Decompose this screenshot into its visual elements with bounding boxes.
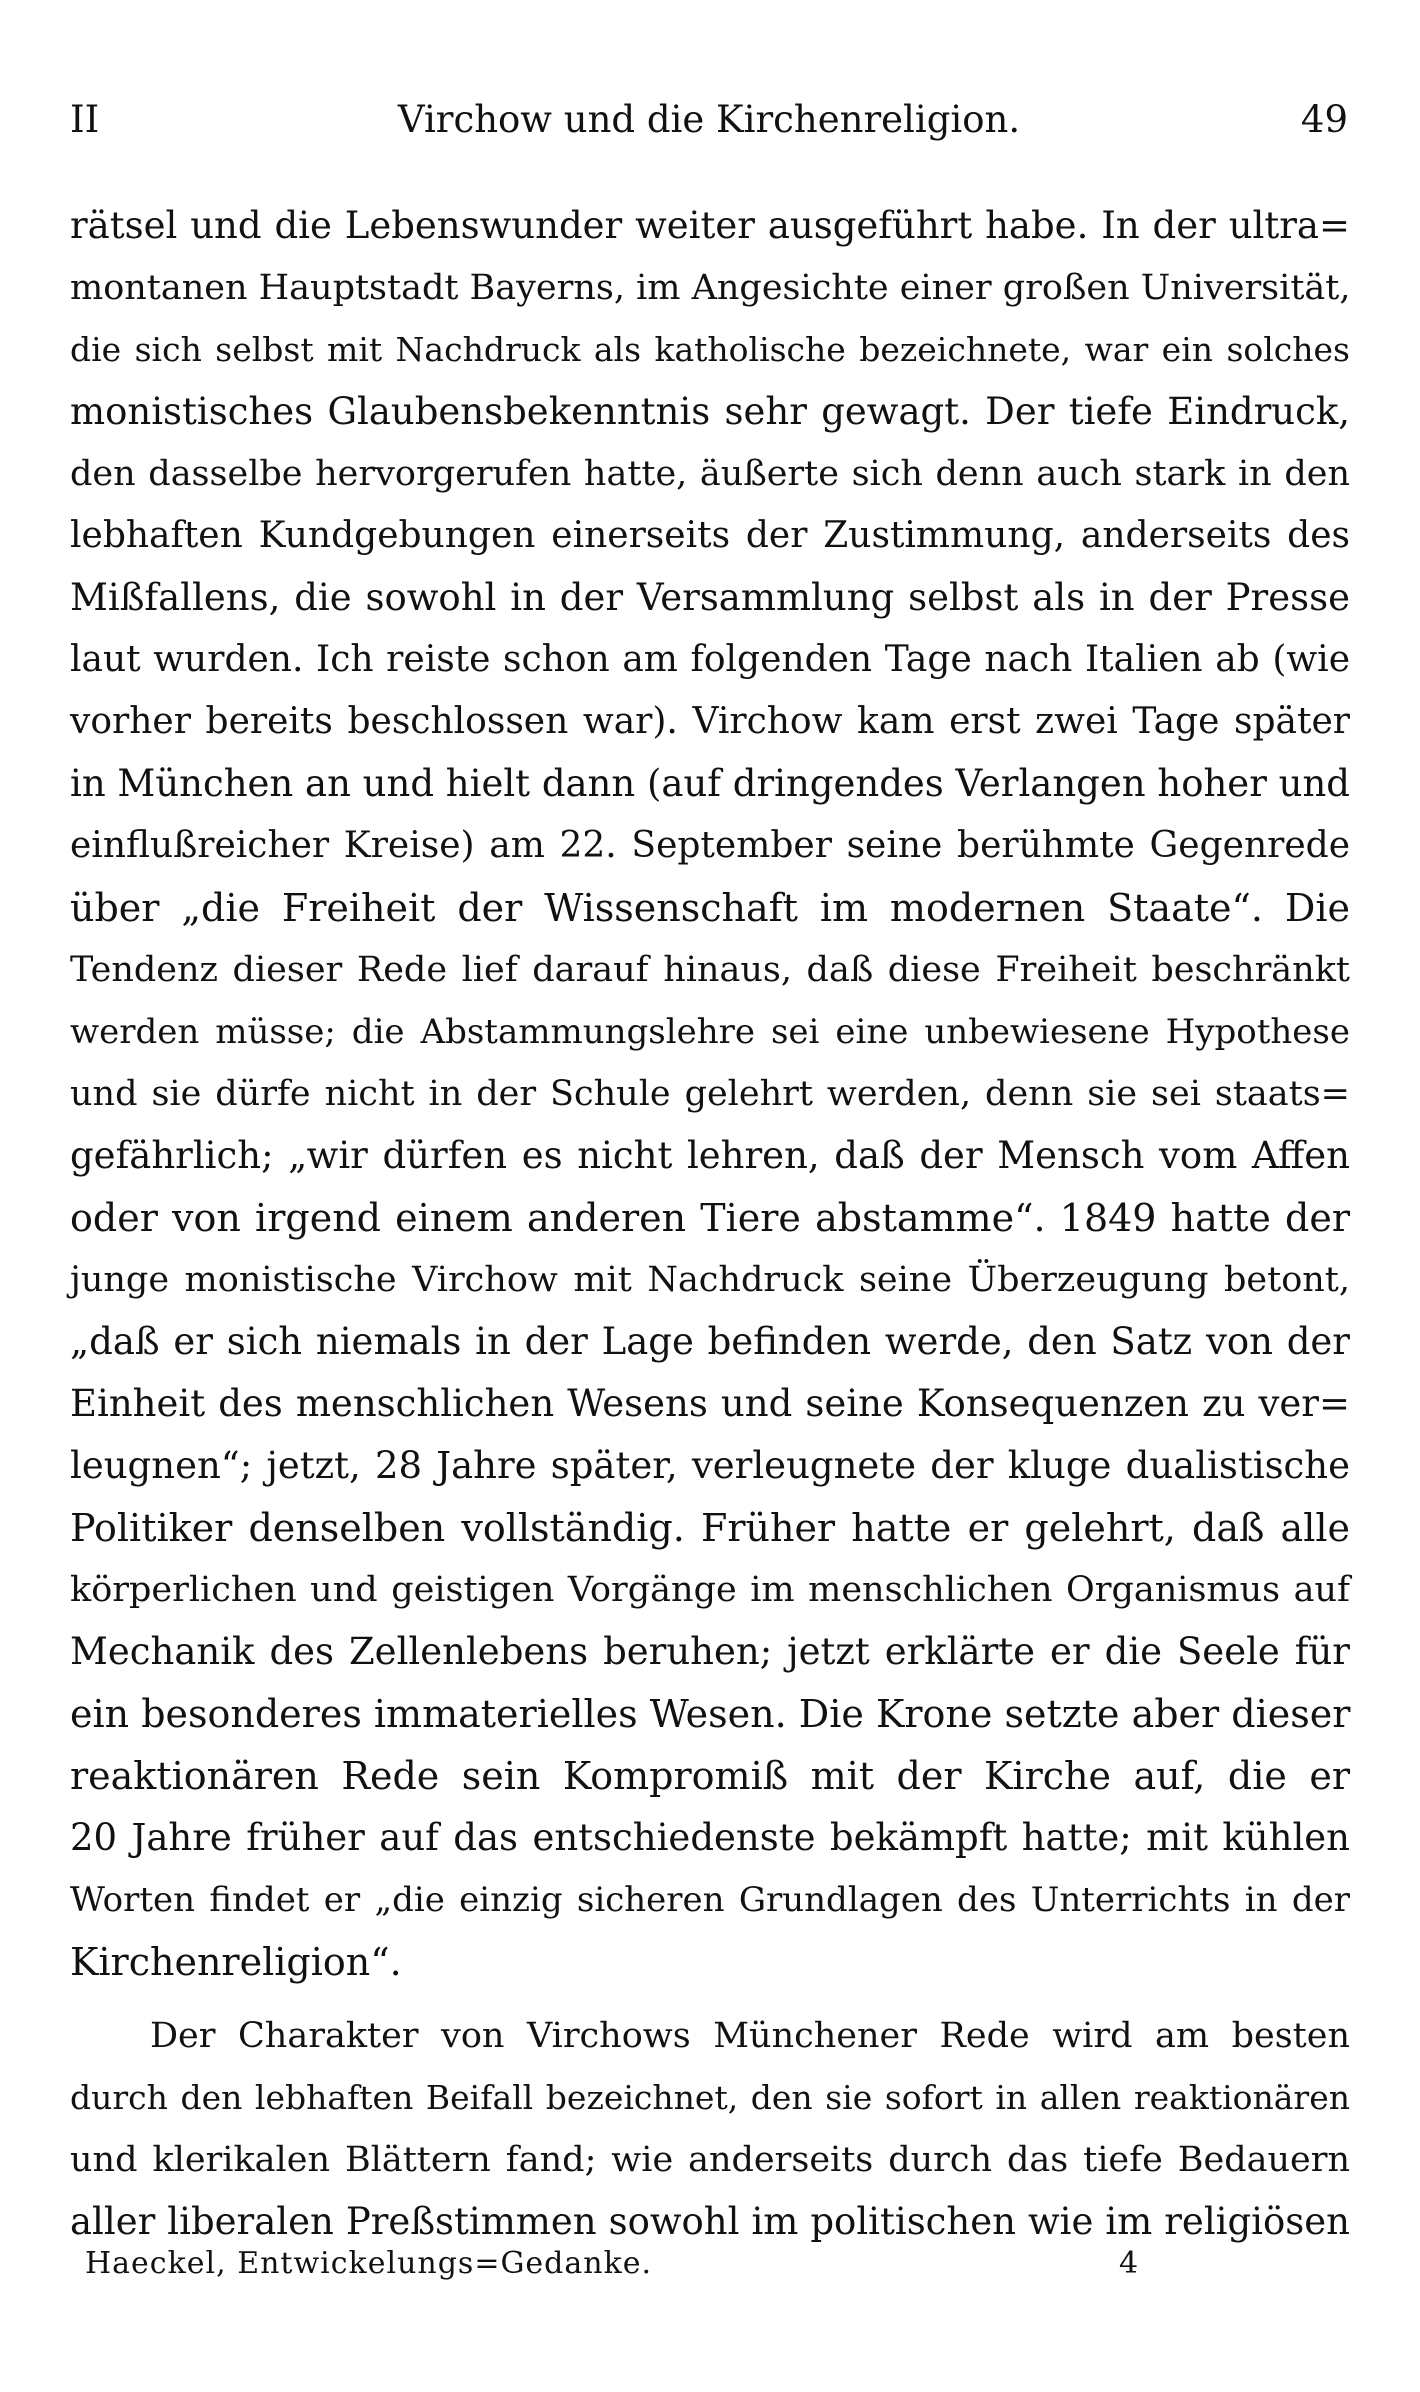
chapter-roman-numeral: II: [70, 98, 100, 141]
text-line: gefährlich; „wir dürfen es nicht lehren, daß der Mensch vom Affen: [70, 1134, 1350, 1177]
text-line: Mechanik des Zellenlebens beruhen; jetzt erklärte er die Seele für: [70, 1630, 1350, 1673]
text-line: leugnen“; jetzt, 28 Jahre später, verleugnete der kluge dualistische: [70, 1444, 1350, 1487]
page-number: 49: [1300, 98, 1348, 141]
text-line: monistisches Glaubensbekenntnis sehr gewagt. Der tiefe Eindruck,: [70, 390, 1350, 433]
text-line: über „die Freiheit der Wissenschaft im modernen Staate“. Die: [70, 886, 1350, 930]
text-line: „daß er sich niemals in der Lage befinden werde, den Satz von der: [70, 1320, 1350, 1363]
body-text: [70, 195, 1350, 2253]
text-line: Mißfallens, die sowohl in der Versammlung selbst als in der Presse: [70, 576, 1350, 619]
text-line: reaktionären Rede sein Kompromiß mit der Kirche auf, die er: [70, 1754, 1350, 1798]
text-line: Der Charakter von Virchows Münchener Rede wird am besten: [150, 2016, 1350, 2056]
text-line: Einheit des menschlichen Wesens und seine Konsequenzen zu ver=: [70, 1382, 1350, 1425]
paragraph-gap: [70, 1993, 1350, 2005]
text-line: körperlichen und geistigen Vorgänge im menschlichen Organismus auf: [70, 1570, 1350, 1610]
page-footer: [85, 2242, 1350, 2286]
sheet-number: 4: [1119, 2246, 1139, 2281]
text-line: Politiker denselben vollständig. Früher hatte er gelehrt, daß alle: [70, 1506, 1350, 1550]
text-line: laut wurden. Ich reiste schon am folgenden Tage nach Italien ab (wie: [70, 639, 1350, 680]
text-line: rätsel und die Lebenswunder weiter ausgeführt habe. In der ultra=: [70, 204, 1350, 247]
text-line: montanen Hauptstadt Bayerns, im Angesichte einer großen Universität,: [70, 268, 1351, 308]
running-header: [70, 92, 1348, 148]
text-line: durch den lebhaften Beifall bezeichnet, den sie sofort in allen reaktionären: [70, 2078, 1350, 2117]
text-line: 20 Jahre früher auf das entschiedenste bekämpft hatte; mit kühlen: [70, 1816, 1350, 1859]
text-line: Worten findet er „die einzig sicheren Grundlagen des Unterrichts in der: [70, 1880, 1350, 1920]
text-line: oder von irgend einem anderen Tiere abstamme“. 1849 hatte der: [70, 1196, 1350, 1240]
text-line: lebhaften Kundgebungen einerseits der Zustimmung, anderseits des: [70, 515, 1350, 556]
paragraph-1: [70, 195, 1350, 1993]
text-line: Tendenz dieser Rede lief darauf hinaus, daß diese Freiheit beschränkt: [70, 950, 1350, 990]
text-line: den dasselbe hervorgerufen hatte, äußerte sich denn auch stark in den: [70, 454, 1350, 494]
printer-signature: Haeckel, Entwickelungs=Gedanke.: [85, 2246, 653, 2281]
text-line: werden müsse; die Abstammungslehre sei eine unbewiesene Hypothese: [70, 1012, 1350, 1052]
text-line: in München an und hielt dann (auf dringendes Verlangen hoher und: [70, 762, 1350, 805]
text-line: die sich selbst mit Nachdruck als katholische bezeichnete, war ein solches: [70, 330, 1350, 369]
running-title: Virchow und die Kirchenreligion.: [397, 98, 1021, 141]
text-line: einflußreicher Kreise) am 22. September seine berühmte Gegenrede: [70, 825, 1350, 866]
text-line: Kirchenreligion“.: [70, 1940, 402, 1984]
text-line: und sie dürfe nicht in der Schule gelehrt werden, denn sie sei staats=: [70, 1074, 1350, 1114]
text-line: junge monistische Virchow mit Nachdruck seine Überzeugung betont,: [70, 1260, 1350, 1300]
text-line: ein besonderes immaterielles Wesen. Die Krone setzte aber dieser: [70, 1692, 1351, 1736]
text-line: und klerikalen Blättern fand; wie anderseits durch das tiefe Bedauern: [70, 2140, 1350, 2180]
paragraph-2: [70, 2005, 1350, 2253]
text-line: vorher bereits beschlossen war). Virchow kam erst zwei Tage später: [70, 701, 1350, 742]
text-line: aller liberalen Preßstimmen sowohl im politischen wie im religiösen: [70, 2200, 1350, 2243]
